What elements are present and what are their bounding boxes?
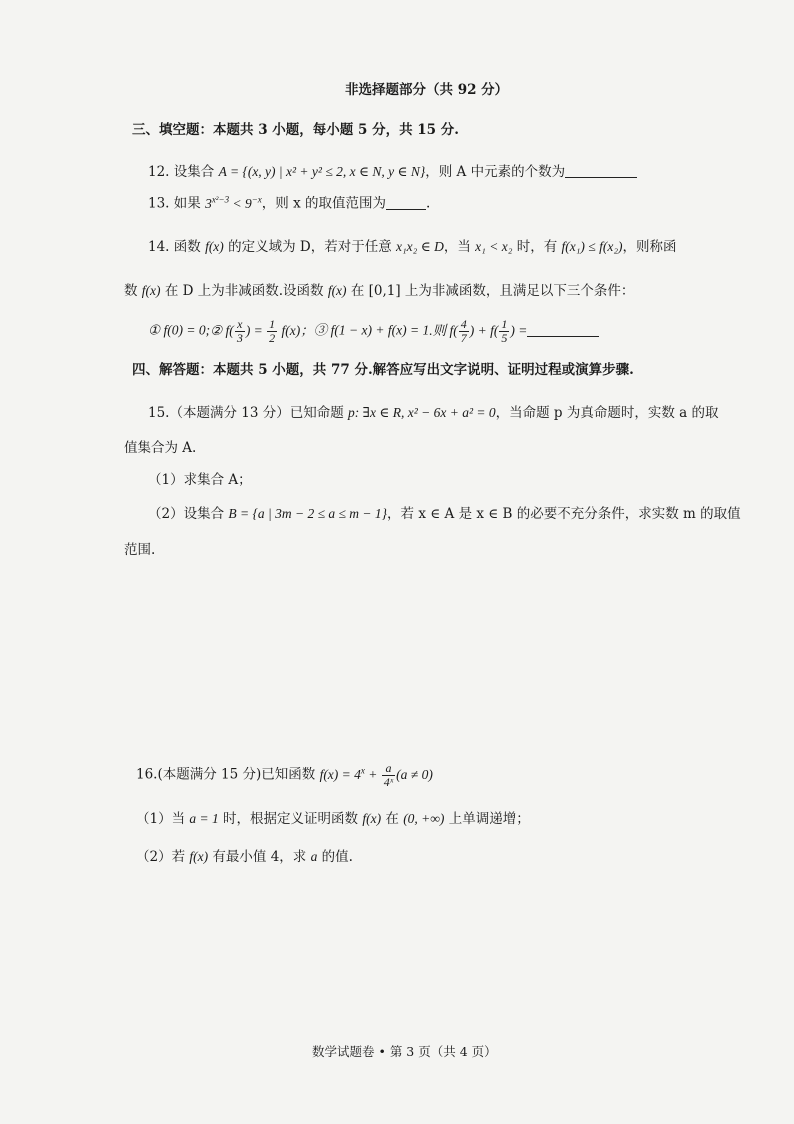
q16-fx: f(x) bbox=[362, 811, 382, 826]
q14-text: ，当 bbox=[443, 239, 476, 255]
fill-in-heading: 三、填空题：本题共 3 小题，每小题 5 分，共 15 分. bbox=[132, 122, 459, 138]
q14-condition-1: ① f(0) = 0; bbox=[148, 322, 211, 338]
page-footer: 数学试题卷 • 第 3 页（共 4 页） bbox=[312, 1044, 497, 1059]
q14-text: 在 [0,1] 上为非减函数，且满足以下三个条件： bbox=[346, 283, 635, 299]
question-15-part2 bbox=[148, 505, 741, 524]
q16-text: 有最小值 4，求 bbox=[208, 849, 311, 865]
q15-text: ，当命题 p 为真命题时，实数 a 的取 bbox=[495, 405, 719, 421]
q14-fx: f(x) bbox=[205, 239, 224, 254]
answer-section-heading: 四、解答题：本题共 5 小题，共 77 分.解答应写出文字说明、证明过程或演算步骤. bbox=[132, 362, 634, 378]
q14-fx: f(x) bbox=[327, 283, 347, 298]
q14-condition-3: ③ f(1 − x) + f(x) = 1 bbox=[313, 322, 430, 338]
q14-text: ，则称函 bbox=[622, 239, 677, 255]
q16-text: （1）当 bbox=[136, 811, 190, 827]
q15-text: ，若 x ∈ A 是 x ∈ B 的必要不充分条件，求实数 m 的取值 bbox=[387, 506, 741, 522]
question-15-part1: （1）求集合 A； bbox=[148, 472, 252, 488]
q13-answer-blank[interactable] bbox=[386, 195, 426, 210]
q16-text: 时，根据定义证明函数 bbox=[218, 811, 363, 827]
q13-prefix: 13. 如果 bbox=[148, 195, 206, 212]
q16-a-value: a = 1 bbox=[189, 811, 219, 826]
q16-fx: f(x) bbox=[189, 849, 209, 864]
q13-suffix: ，则 x 的取值范围为 bbox=[261, 195, 386, 212]
q16-function: $f(x) = 4^x$ + $\frac{a}{\text{4ˣ}}$ (a ≠ 0) bbox=[319, 761, 433, 789]
q14-x1x2: x₁x₂ ∈ D bbox=[396, 239, 444, 254]
q15-set-b: B = {a | 3m − 2 ≤ a ≤ m − 1} bbox=[228, 506, 388, 521]
q12-prefix: 12. 设集合 bbox=[148, 164, 219, 180]
q14-text: 时，有 bbox=[512, 239, 562, 255]
q16-interval: (0, +∞) bbox=[403, 811, 445, 826]
q15-proposition: p: ∃x ∈ R, x² − 6x + a² = 0 bbox=[348, 405, 496, 420]
q14-condition: x₁ < x₂ bbox=[475, 239, 513, 254]
q16-a-var: a bbox=[310, 849, 318, 864]
question-16-part1 bbox=[136, 810, 530, 829]
q14-inequality: f(x₁) ≤ f(x₂) bbox=[561, 239, 623, 254]
q13-inequality: $3^{x^2-3} < 9^{-x}$ bbox=[205, 194, 262, 211]
question-12 bbox=[148, 163, 637, 182]
question-14-line2 bbox=[124, 282, 634, 301]
q15-text: 15.（本题满分 13 分）已知命题 bbox=[148, 405, 349, 421]
q14-answer-blank[interactable] bbox=[527, 322, 599, 337]
q16-text: 16.(本题满分 15 分)已知函数 bbox=[136, 766, 320, 783]
q16-text: 在 bbox=[381, 811, 404, 827]
question-16-part2 bbox=[136, 848, 353, 867]
q14-text: 14. 函数 bbox=[148, 239, 206, 255]
q12-set-expression: A = {(x, y) | x² + y² ≤ 2, x ∈ N, y ∈ N} bbox=[218, 164, 426, 179]
question-15-line1 bbox=[148, 404, 718, 423]
q16-text: （2）若 bbox=[136, 849, 190, 865]
q14-target-expression: .则 f( $\frac{4}{7}$ ) + f( $\frac{1}{5}$ ) = bbox=[429, 317, 528, 345]
q12-answer-blank[interactable] bbox=[565, 163, 637, 178]
question-14-line1 bbox=[148, 238, 677, 257]
q16-text: 的值. bbox=[317, 849, 353, 865]
q14-text: 的定义域为 D，若对于任意 bbox=[223, 239, 396, 255]
question-15-part2-line2: 范围. bbox=[124, 542, 156, 558]
section-title: 非选择题部分（共 92 分） bbox=[345, 82, 509, 98]
question-14-conditions bbox=[148, 318, 599, 345]
q12-suffix: ，则 A 中元素的个数为 bbox=[425, 164, 566, 180]
question-15-line2: 值集合为 A. bbox=[124, 440, 197, 456]
q14-condition-2: ② f( $\frac{x}{3}$ ) = $\frac{1}{2}$ f(x)； bbox=[210, 317, 314, 345]
question-16-line1 bbox=[136, 762, 433, 789]
q15-text: （2）设集合 bbox=[148, 506, 229, 522]
q16-text: 上单调递增； bbox=[444, 811, 530, 827]
question-13: 13. 如果 $3^{x^2-3} < 9^{-x}$，则 x 的取值范围为 . bbox=[148, 194, 431, 212]
q14-text: 在 D 上为非减函数.设函数 bbox=[160, 283, 328, 299]
q14-text: 数 bbox=[124, 283, 142, 299]
q14-fx: f(x) bbox=[141, 283, 161, 298]
